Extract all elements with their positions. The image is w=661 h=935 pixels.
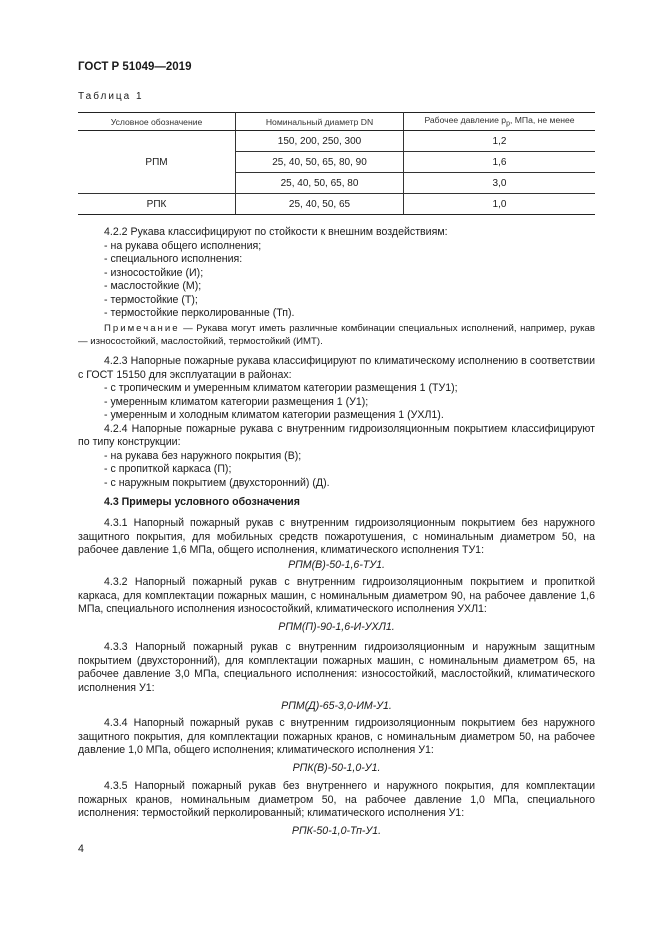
designation-formula: РПМ(П)-90-1,6-И-УХЛ1.: [278, 620, 395, 633]
paragraph: 4.3.1 Напорный пожарный рукав с внутренним гидроизоляционным покрытием без наружного защитного покрытия, для мобильных средств пожаротушения, с номинальным диаметром 50, на рабочее давление 1,6 МПа, общего исполнения, климатического исполнения ТУ1:: [78, 517, 595, 556]
column-header: Номинальный диаметр DN: [236, 113, 404, 131]
note-label: Примечание: [104, 323, 180, 334]
diameter-cell: 25, 40, 50, 65: [236, 194, 404, 215]
table-row: [78, 194, 595, 215]
section-heading: 4.3 Примеры условного обозначения: [104, 496, 300, 508]
paragraph: 4.3.4 Напорный пожарный рукав с внутренним гидроизоляционным покрытием без наружного защитного покрытия, для комплектации пожарных кранов, с номинальным диаметром 50, на рабочее давление 1,0 МПа, общего исполнения; климатического исполнения У1:: [78, 717, 595, 756]
example-4-3-1: [78, 517, 595, 572]
list-item: - с тропическим и умеренным климатом категории размещения 1 (ТУ1);: [104, 382, 458, 394]
list-item: - умеренным и холодным климатом категории размещения 1 (УХЛ1).: [104, 409, 444, 421]
table-1: [78, 112, 595, 215]
list-item: - на рукава общего исполнения;: [104, 239, 262, 252]
note-text: — Рукава могут иметь различные комбинации специальных исполнений, например, рукав — износостойкий, маслостойкий, термостойкий (ИМТ).: [78, 323, 595, 347]
list-item: - с пропиткой каркаса (П);: [104, 463, 232, 475]
example-4-3-4: [78, 717, 595, 775]
pressure-cell: 1,2: [404, 131, 596, 152]
designation-formula: РПК-50-1,0-Тп-У1.: [291, 824, 382, 837]
pressure-cell: 1,0: [404, 194, 596, 215]
designation-cell: РПК: [78, 194, 236, 215]
list-item: - термостойкие (Т);: [104, 293, 198, 306]
diameter-cell: 25, 40, 50, 65, 80, 90: [236, 152, 404, 173]
paragraph: 4.2.2 Рукава классифицируют по стойкости к внешним воздействиям:: [104, 226, 448, 238]
designation-formula: РПМ(Д)-65-3,0-ИМ-У1.: [281, 700, 392, 712]
column-header: Рабочее давление $p_р$, МПа, не менее: [404, 113, 596, 131]
list-item: - умеренным климатом категории размещения 1 (У1);: [104, 395, 369, 408]
paragraph: 4.2.3 Напорные пожарные рукава классифицируют по климатическому исполнению в соответствии с ГОСТ 15150 для эксплуатации в районах:: [78, 355, 595, 381]
note: [78, 322, 595, 348]
list-item: - с наружным покрытием (двухсторонний) (Д).: [104, 476, 330, 489]
list-item: - маслостойкие (М);: [104, 280, 202, 292]
pressure-cell: 3,0: [404, 173, 596, 194]
list-item: - термостойкие перколированные (Тп).: [104, 307, 295, 319]
paragraph: 4.3.2 Напорный пожарный рукав с внутренним гидроизоляционным покрытием и пропиткой каркаса, для комплектации пожарных машин, с номинальным диаметром 90, на рабочее давление 1,6 МПа, специального исполнения износостойкий, климатического исполнения УХЛ1:: [78, 576, 595, 615]
designation-formula: РПК(В)-50-1,0-У1.: [292, 761, 381, 774]
column-header: Условное обозначение: [78, 113, 236, 131]
table-row: [78, 131, 595, 152]
list-item: - износостойкие (И);: [104, 266, 204, 279]
diameter-cell: 150, 200, 250, 300: [236, 131, 404, 152]
list-item: - на рукава без наружного покрытия (В);: [104, 449, 302, 462]
paragraph: 4.3.3 Напорный пожарный рукав с внутренним гидроизоляционным и наружным защитным покрытием (двухсторонний), для комплектации пожарных машин, с номинальным диаметром 65, на рабочее давление 3,0 МПа, специального исполнения: износостойкий, маслостойкий, климатического исполнения У1:: [78, 641, 595, 694]
document-header: ГОСТ Р 51049—2019: [78, 61, 192, 73]
diameter-cell: 25, 40, 50, 65, 80: [236, 173, 404, 194]
example-4-3-2: [78, 576, 595, 634]
designation-formula: РПМ(В)-50-1,6-ТУ1.: [288, 558, 385, 571]
example-4-3-5: [78, 780, 595, 838]
section-4-2-3: [78, 355, 595, 490]
pressure-cell: 1,6: [404, 152, 596, 173]
page-number: 4: [78, 843, 84, 855]
paragraph: 4.3.5 Напорный пожарный рукав без внутреннего и наружного покрытия, для комплектации пожарных кранов, номинальным диаметром 50, на рабочее давление 1,0 МПа, специального исполнения: термостойкий перколированный; климатического исполнения У1:: [78, 780, 595, 819]
designation-cell: РПМ: [78, 131, 236, 194]
table-caption: Таблица 1: [78, 91, 144, 102]
list-item: - специального исполнения:: [104, 253, 243, 265]
section-4-2-2: [78, 226, 595, 321]
paragraph: 4.2.4 Напорные пожарные рукава с внутренним гидроизоляционным покрытием классифицируют по типу конструкции:: [78, 422, 595, 448]
example-4-3-3: [78, 641, 595, 714]
